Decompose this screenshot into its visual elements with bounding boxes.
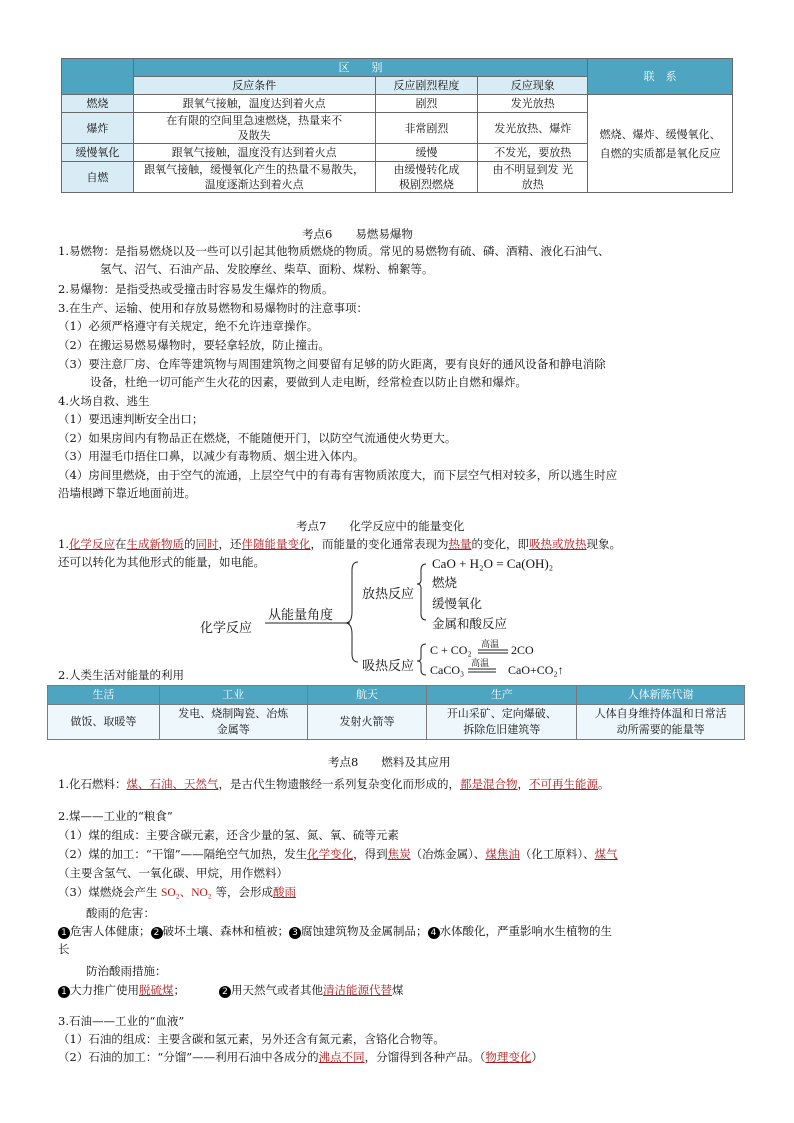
table-row — [62, 95, 733, 113]
circled-number: 4 — [428, 927, 440, 939]
s6-line-4-1: （1）要迅速判断安全出口； — [58, 412, 204, 426]
diagram-exo: 放热反应 — [362, 587, 415, 602]
circled-number: 1 — [58, 986, 70, 998]
cell-degree: 由缓慢转化成 极剧烈燃烧 — [375, 162, 478, 193]
s6-line-4: 4.火场自救、逃生 — [58, 394, 150, 408]
circled-number: 3 — [289, 927, 301, 939]
s6-line-4-4a: （4）房间里燃烧，由于空气的流通，上层空气中的有毒有害物质浓度大，而下层空气相对较多，所以逃生时应 — [58, 468, 618, 482]
exo-item: CaO + H₂O = Ca(OH)₂ — [432, 556, 554, 571]
relation-cell: 燃烧、爆炸、缓慢氧化、自燃的实质都是氧化反应 — [588, 95, 733, 193]
row-name: 缓慢氧化 — [62, 144, 134, 162]
table-cell: 发电、烧制陶瓷、冶炼金属等 — [159, 705, 307, 740]
header-lianxi: 联 系 — [588, 59, 733, 95]
row-name: 燃烧 — [62, 95, 134, 113]
cell-degree: 缓慢 — [375, 144, 478, 162]
endo-reaction-1-left: C + CO₂ — [430, 643, 472, 657]
s6-line-3-1: （1）必须严格遵守有关规定，绝不允许违章操作。 — [58, 319, 319, 333]
s7-line-3: 2.人类生活对能量的利用 — [58, 668, 184, 682]
col-header-condition: 反应条件 — [133, 77, 375, 95]
cell-condition: 在有限的空间里急速燃烧，热量来不及散失 — [133, 113, 375, 144]
acid-rain-prevention-line: 1 大力推广使用脱硫煤； 2 用天然气或者其他清洁能源代替煤 — [58, 981, 404, 999]
oil-title: 3.石油——工业的“血液” — [58, 1014, 185, 1028]
col-header-phenomenon: 反应现象 — [478, 77, 588, 95]
s6-line-4-2: （2）如果房间内有物品正在燃烧，不能随便开门，以防空气流通使火势更大。 — [58, 431, 457, 445]
s6-line-4-3: （3）用湿毛巾捂住口鼻，以减少有毒物质、烟尘进入体内。 — [58, 449, 365, 463]
exo-item: 金属和酸反应 — [432, 616, 508, 631]
circled-number: 2 — [151, 927, 163, 939]
s8-line-1: 1.化石燃料：煤、石油、天然气，是古代生物遗骸经一系列复杂变化而形成的，都是混合物，不可再生能源。 — [58, 777, 610, 791]
s6-line-3: 3.在生产、运输、使用和存放易燃物和易爆物时的注意事项： — [58, 301, 368, 315]
diagram-root: 化学反应 — [200, 621, 253, 636]
coal-title: 2.煤——工业的“粮食” — [58, 809, 173, 823]
cell-degree: 剧烈 — [375, 95, 478, 113]
col-header: 人体新陈代谢 — [577, 686, 745, 705]
endo-reaction-2-right: CaO+CO₂↑ — [508, 663, 564, 677]
cell-phenomenon: 不发光，要放热 — [478, 144, 588, 162]
corner-cell — [62, 59, 134, 95]
oil-line-1: （1）石油的组成：主要含碳和氢元素，另外还含有氮元素，含铬化合物等。 — [58, 1032, 445, 1046]
coal-line-2b: （主要含氢气、一氧化碳、甲烷，用作燃料） — [58, 866, 288, 880]
s7-line-2: 还可以转化为其他形式的能量，如电能。 — [58, 555, 265, 569]
coal-line-3: （3）煤燃烧会产生 SO₂、NO₂ 等，会形成酸雨 — [58, 885, 296, 899]
exo-item: 缓慢氧化 — [432, 596, 483, 611]
s6-line-1b: 氢气、沼气、石油产品、发胶摩丝、柴草、面粉、煤粉、棉絮等。 — [100, 262, 434, 276]
endo-reaction-2-cond: 高温 — [471, 659, 490, 669]
col-header-degree: 反应剧烈程度 — [375, 77, 478, 95]
oil-line-2: （2）石油的加工：“分馏”——利用石油中各成分的沸点不同，分馏得到各种产品。（物理变化） — [58, 1050, 543, 1064]
section-8-title: 考点8 燃料及其应用 — [328, 755, 451, 769]
table-row — [48, 705, 745, 740]
diagram-endo: 吸热反应 — [362, 659, 415, 674]
table-cell: 发射火箭等 — [307, 705, 427, 740]
acid-rain-harm-title: 酸雨的危害： — [86, 906, 155, 920]
cell-phenomenon: 发光放热、爆炸 — [478, 113, 588, 144]
col-header: 工业 — [159, 686, 307, 705]
cell-phenomenon: 由不明显到发 光放热 — [478, 162, 588, 193]
col-header: 航天 — [307, 686, 427, 705]
s6-line-3-2: （2）在搬运易燃易爆物时，要轻拿轻放，防止撞击。 — [58, 338, 330, 352]
table-cell: 做饭、取暖等 — [48, 705, 160, 740]
endo-reaction-1-cond: 高温 — [481, 640, 500, 650]
s6-line-3-3a: （3）要注意厂房、仓库等建筑物与周围建筑物之间要留有足够的防火距离，要有良好的通风设备和静电消除 — [58, 357, 606, 371]
section-7-title: 考点7 化学反应中的能量变化 — [296, 519, 465, 533]
acid-rain-prevention-title: 防治酸雨措施： — [86, 964, 167, 978]
section-6-title: 考点6 易燃易爆物 — [302, 227, 413, 241]
acid-rain-harm-line: 1 危害人体健康； 2 破坏土壤、森林和植被； 3 腐蚀建筑物及金属制品； 4 水体酸化，严重影响水生植物的生 — [58, 922, 612, 940]
cell-condition: 跟氧气接触，缓慢氧化产生的热量不易散失，温度逐渐达到着火点 — [133, 162, 375, 193]
circled-number: 1 — [58, 927, 70, 939]
row-name: 自燃 — [62, 162, 134, 193]
cell-condition: 跟氧气接触，温度没有达到着火点 — [133, 144, 375, 162]
circled-number: 2 — [219, 986, 231, 998]
col-header: 生产 — [427, 686, 577, 705]
s7-line-1: 1.化学反应在生成新物质的同时，还伴随能量变化，而能量的变化通常表现为热量的变化，即吸热或放热现象。 — [58, 537, 621, 551]
col-header: 生活 — [48, 686, 160, 705]
row-name: 爆炸 — [62, 113, 134, 144]
acid-rain-harm-line-b: 长 — [58, 942, 70, 956]
coal-line-2: （2）煤的加工：“干馏”——隔绝空气加热，发生化学变化，得到焦炭（冶炼金属）、煤焦油（化工原料）、煤气 — [58, 847, 618, 861]
combustion-comparison-table — [61, 58, 733, 193]
diagram-edge-label: 从能量角度 — [268, 608, 334, 623]
endo-reaction-2-left: CaCO₃ — [430, 663, 465, 677]
coal-line-1: （1）煤的组成：主要含碳元素，还含少量的氢、氮、氧、硫等元素 — [58, 828, 399, 842]
table-cell: 开山采矿、定向爆破、拆除危旧建筑等 — [427, 705, 577, 740]
energy-usage-table — [47, 685, 745, 740]
s6-line-3-3b: 设备，杜绝一切可能产生火花的因素，要做到人走电断，经常检查以防止自燃和爆炸。 — [90, 375, 527, 389]
s6-line-1a: 1.易燃物：是指易燃烧以及一些可以引起其他物质燃烧的物质。常见的易燃物有硫、磷、酒精、液化石油气、 — [58, 244, 610, 258]
table-cell: 人体自身维持体温和日常活动所需要的能量等 — [577, 705, 745, 740]
cell-degree: 非常剧烈 — [375, 113, 478, 144]
cell-phenomenon: 发光放热 — [478, 95, 588, 113]
header-qubie: 区 别 — [133, 59, 587, 77]
s6-line-2: 2.易爆物：是指受热或受撞击时容易发生爆炸的物质。 — [58, 282, 334, 296]
exo-item: 燃烧 — [432, 575, 458, 590]
s6-line-4-4b: 沿墙根蹲下靠近地面前进。 — [58, 486, 196, 500]
endo-reaction-1-right: 2CO — [511, 643, 534, 657]
cell-condition: 跟氧气接触，温度达到着火点 — [133, 95, 375, 113]
